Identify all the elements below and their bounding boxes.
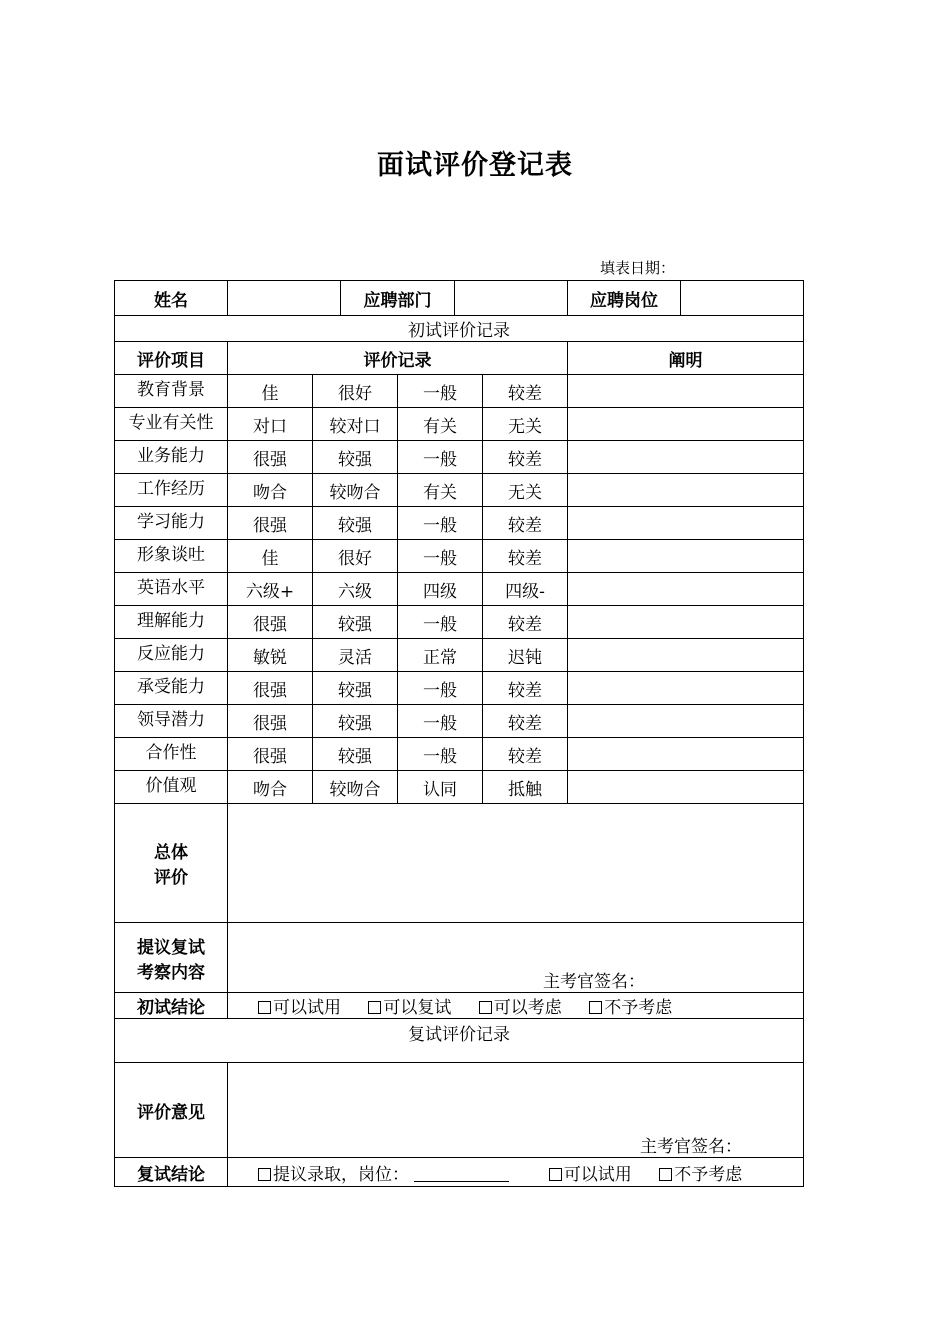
rating-option[interactable]: 较强 — [313, 606, 398, 639]
second-conclusion-row — [115, 1158, 804, 1187]
rating-option[interactable]: 吻合 — [228, 771, 313, 804]
note-field[interactable] — [568, 441, 804, 474]
checkbox-icon[interactable] — [368, 1001, 381, 1014]
rating-option[interactable]: 一般 — [398, 441, 483, 474]
rating-option[interactable]: 一般 — [398, 540, 483, 573]
evaluation-rows — [115, 375, 804, 804]
rating-option[interactable]: 较差 — [483, 672, 568, 705]
evaluation-item-label: 承受能力 — [115, 672, 228, 705]
evaluation-row — [115, 705, 804, 738]
rating-option[interactable]: 较强 — [313, 738, 398, 771]
second-section-title: 复试评价记录 — [115, 1019, 804, 1063]
rating-option[interactable]: 抵触 — [483, 771, 568, 804]
rating-option[interactable]: 很强 — [228, 606, 313, 639]
overall-field[interactable] — [228, 804, 804, 923]
note-field[interactable] — [568, 771, 804, 804]
rating-option[interactable]: 较差 — [483, 507, 568, 540]
rating-option[interactable]: 较差 — [483, 540, 568, 573]
evaluation-item-label: 价值观 — [115, 771, 228, 804]
rating-option[interactable]: 无关 — [483, 474, 568, 507]
conclusion-option-retest[interactable]: 可以复试 — [368, 998, 451, 1018]
note-field[interactable] — [568, 672, 804, 705]
page-title: 面试评价登记表 — [377, 150, 573, 181]
rating-option[interactable]: 很强 — [228, 705, 313, 738]
conclusion-option-trial[interactable]: 可以试用 — [258, 998, 341, 1018]
evaluation-item-label: 教育背景 — [115, 375, 228, 408]
rating-option[interactable]: 佳 — [228, 375, 313, 408]
rating-option[interactable]: 敏锐 — [228, 639, 313, 672]
overall-label — [115, 804, 228, 923]
opinion-row — [115, 1063, 804, 1158]
name-field[interactable] — [228, 281, 341, 316]
col-record-header: 评价记录 — [228, 342, 568, 375]
dept-field[interactable] — [455, 281, 568, 316]
note-field[interactable] — [568, 540, 804, 573]
rating-option[interactable]: 迟钝 — [483, 639, 568, 672]
evaluation-item-label: 合作性 — [115, 738, 228, 771]
checkbox-icon[interactable] — [258, 1168, 271, 1181]
suggest-row — [115, 923, 804, 993]
note-field[interactable] — [568, 606, 804, 639]
rating-option[interactable]: 较差 — [483, 375, 568, 408]
rating-option[interactable]: 较差 — [483, 738, 568, 771]
rating-option[interactable]: 无关 — [483, 408, 568, 441]
evaluation-item-label: 业务能力 — [115, 441, 228, 474]
second-conclusion-options — [228, 1158, 804, 1187]
evaluation-item-label: 专业有关性 — [115, 408, 228, 441]
opinion-label: 评价意见 — [115, 1063, 228, 1158]
rating-option[interactable]: 认同 — [398, 771, 483, 804]
note-field[interactable] — [568, 474, 804, 507]
evaluation-row — [115, 408, 804, 441]
evaluation-row — [115, 474, 804, 507]
evaluation-form — [114, 280, 804, 1187]
evaluation-row — [115, 672, 804, 705]
rating-option[interactable]: 较吻合 — [313, 771, 398, 804]
initial-signature-label: 主考官签名： — [543, 972, 645, 992]
evaluation-item-label: 工作经历 — [115, 474, 228, 507]
position-field[interactable] — [681, 281, 804, 316]
initial-conclusion-options — [228, 993, 804, 1019]
second-conclusion-label: 复试结论 — [115, 1158, 228, 1187]
evaluation-item-label: 英语水平 — [115, 573, 228, 606]
rating-option[interactable]: 有关 — [398, 474, 483, 507]
conclusion-option-hire[interactable]: 提议录取，岗位： — [258, 1165, 409, 1185]
evaluation-row — [115, 507, 804, 540]
overall-row — [115, 804, 804, 923]
name-label: 姓名 — [115, 281, 228, 316]
evaluation-row — [115, 639, 804, 672]
rating-option[interactable]: 六级 — [313, 573, 398, 606]
position-blank-line[interactable] — [414, 1167, 509, 1182]
rating-option[interactable]: 较对口 — [313, 408, 398, 441]
rating-option[interactable]: 很强 — [228, 672, 313, 705]
checkbox-icon[interactable] — [589, 1001, 602, 1014]
initial-section-title: 初试评价记录 — [115, 316, 804, 342]
overall-label-line1: 总体 — [154, 843, 188, 863]
evaluation-row — [115, 606, 804, 639]
col-note-header: 阐明 — [568, 342, 804, 375]
dept-label: 应聘部门 — [341, 281, 455, 316]
fill-date-label: 填表日期： — [600, 259, 676, 277]
rating-option[interactable]: 正常 — [398, 639, 483, 672]
rating-option[interactable]: 较强 — [313, 672, 398, 705]
rating-option[interactable]: 一般 — [398, 738, 483, 771]
evaluation-item-label: 形象谈吐 — [115, 540, 228, 573]
evaluation-row — [115, 771, 804, 804]
evaluation-row — [115, 738, 804, 771]
rating-option[interactable]: 一般 — [398, 705, 483, 738]
rating-option[interactable]: 较吻合 — [313, 474, 398, 507]
initial-conclusion-label: 初试结论 — [115, 993, 228, 1019]
suggest-label-line1: 提议复试 — [137, 937, 205, 958]
second-signature-label: 主考官签名： — [640, 1137, 742, 1157]
rating-option[interactable]: 很好 — [313, 540, 398, 573]
rating-option[interactable]: 较差 — [483, 441, 568, 474]
rating-option[interactable]: 对口 — [228, 408, 313, 441]
rating-option[interactable]: 六级+ — [228, 573, 313, 606]
checkbox-icon[interactable] — [549, 1168, 562, 1181]
rating-option[interactable]: 较强 — [313, 507, 398, 540]
rating-option[interactable]: 四级- — [483, 573, 568, 606]
rating-option[interactable]: 很好 — [313, 375, 398, 408]
evaluation-row — [115, 540, 804, 573]
evaluation-row — [115, 375, 804, 408]
note-field[interactable] — [568, 639, 804, 672]
conclusion-option-reject[interactable]: 不予考虑 — [589, 998, 672, 1018]
position-label: 应聘岗位 — [568, 281, 681, 316]
rating-option[interactable]: 很强 — [228, 441, 313, 474]
rating-option[interactable]: 一般 — [398, 375, 483, 408]
note-field[interactable] — [568, 573, 804, 606]
overall-label-line2: 评价 — [154, 868, 188, 888]
column-header-row — [115, 342, 804, 375]
suggest-field[interactable] — [228, 923, 804, 993]
suggest-label — [115, 923, 228, 993]
rating-option[interactable]: 有关 — [398, 408, 483, 441]
evaluation-row — [115, 573, 804, 606]
rating-option[interactable]: 灵活 — [313, 639, 398, 672]
header-row — [115, 281, 804, 316]
note-field[interactable] — [568, 705, 804, 738]
rating-option[interactable]: 一般 — [398, 672, 483, 705]
opinion-field[interactable] — [228, 1063, 804, 1158]
rating-option[interactable]: 较差 — [483, 705, 568, 738]
rating-option[interactable]: 四级 — [398, 573, 483, 606]
conclusion-option-consider[interactable]: 可以考虑 — [479, 998, 562, 1018]
checkbox-icon[interactable] — [258, 1001, 271, 1014]
suggest-label-line2: 考察内容 — [137, 962, 205, 983]
rating-option[interactable]: 吻合 — [228, 474, 313, 507]
rating-option[interactable]: 较强 — [313, 705, 398, 738]
evaluation-item-label: 理解能力 — [115, 606, 228, 639]
col-item-header: 评价项目 — [115, 342, 228, 375]
checkbox-icon[interactable] — [659, 1168, 672, 1181]
conclusion-option-trial-2[interactable]: 可以试用 — [549, 1165, 632, 1185]
evaluation-item-label: 领导潜力 — [115, 705, 228, 738]
evaluation-row — [115, 441, 804, 474]
note-field[interactable] — [568, 507, 804, 540]
rating-option[interactable]: 一般 — [398, 606, 483, 639]
initial-conclusion-row — [115, 993, 804, 1019]
evaluation-item-label: 学习能力 — [115, 507, 228, 540]
conclusion-option-reject-2[interactable]: 不予考虑 — [659, 1165, 742, 1185]
rating-option[interactable]: 很强 — [228, 738, 313, 771]
rating-option[interactable]: 一般 — [398, 507, 483, 540]
note-field[interactable] — [568, 408, 804, 441]
evaluation-item-label: 反应能力 — [115, 639, 228, 672]
checkbox-icon[interactable] — [479, 1001, 492, 1014]
rating-option[interactable]: 佳 — [228, 540, 313, 573]
note-field[interactable] — [568, 375, 804, 408]
note-field[interactable] — [568, 738, 804, 771]
rating-option[interactable]: 很强 — [228, 507, 313, 540]
rating-option[interactable]: 较差 — [483, 606, 568, 639]
rating-option[interactable]: 较强 — [313, 441, 398, 474]
